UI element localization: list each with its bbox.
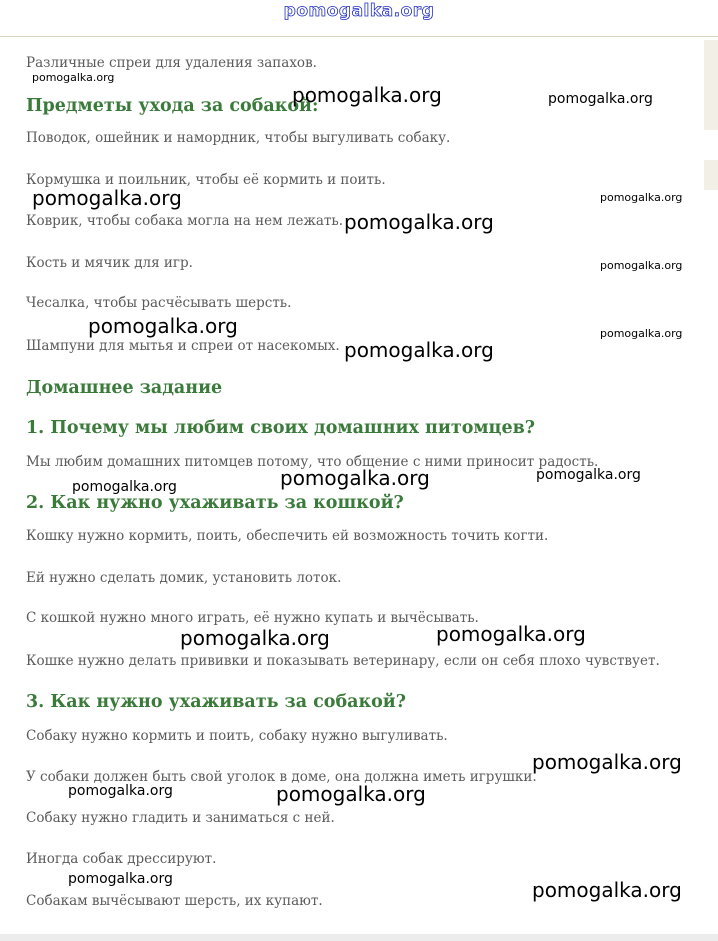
watermark: pomogalka.org <box>72 479 177 495</box>
answer-line: Собаку нужно гладить и заниматься с ней. <box>26 810 335 826</box>
answer-line: Кошке нужно делать прививки и показывать ветеринару, если он себя плохо чувствует. <box>26 653 660 669</box>
site-logo[interactable]: pomogalka.org <box>283 1 435 21</box>
answer-line: Ей нужно сделать домик, установить лоток. <box>26 570 342 586</box>
watermark: pomogalka.org <box>600 259 683 272</box>
sidebar-rail-top <box>704 40 718 130</box>
watermark: pomogalka.org <box>88 314 238 338</box>
watermark: pomogalka.org <box>436 622 586 646</box>
watermark: pomogalka.org <box>344 338 494 362</box>
question-1-title: 1. Почему мы любим своих домашних питомцев? <box>26 418 536 438</box>
homework-heading: Домашнее задание <box>26 378 223 398</box>
watermark: pomogalka.org <box>600 191 683 204</box>
watermark: pomogalka.org <box>180 626 330 650</box>
watermark: pomogalka.org <box>292 83 442 107</box>
answer-line: С кошкой нужно много играть, её нужно купать и вычёсывать. <box>26 610 479 626</box>
list-item: Шампуни для мытья и спреи от насекомых. <box>26 338 340 354</box>
watermark: pomogalka.org <box>32 186 182 210</box>
watermark: pomogalka.org <box>532 750 682 774</box>
sidebar-rail-bottom <box>704 160 718 190</box>
page-bottom-divider <box>0 934 718 941</box>
list-item: Кость и мячик для игр. <box>26 255 193 271</box>
question-3-title: 3. Как нужно ухаживать за собакой? <box>26 692 407 712</box>
list-item: Кормушка и поильник, чтобы её кормить и поить. <box>26 172 386 188</box>
watermark: pomogalka.org <box>32 71 115 84</box>
watermark: pomogalka.org <box>548 91 653 107</box>
answer-line: Собаку нужно кормить и поить, собаку нужно выгуливать. <box>26 728 448 744</box>
watermark: pomogalka.org <box>600 327 683 340</box>
watermark: pomogalka.org <box>532 878 682 902</box>
list-item: Чесалка, чтобы расчёсывать шерсть. <box>26 295 292 311</box>
answer-line: Собакам вычёсывают шерсть, их купают. <box>26 893 323 909</box>
answer-line: Мы любим домашних питомцев потому, что общение с ними приносит радость. <box>26 454 599 470</box>
watermark: pomogalka.org <box>68 871 173 887</box>
intro-line: Различные спреи для удаления запахов. <box>26 55 317 71</box>
list-item: Коврик, чтобы собака могла на нем лежать. <box>26 213 344 229</box>
site-header <box>0 0 718 37</box>
answer-line: У собаки должен быть свой уголок в доме, она должна иметь игрушки. <box>26 769 537 785</box>
list-item: Поводок, ошейник и намордник, чтобы выгуливать собаку. <box>26 130 451 146</box>
question-2-title: 2. Как нужно ухаживать за кошкой? <box>26 493 404 513</box>
watermark: pomogalka.org <box>68 783 173 799</box>
watermark: pomogalka.org <box>536 467 641 483</box>
dog-care-heading: Предметы ухода за собакой: <box>26 96 319 116</box>
answer-line: Иногда собак дрессируют. <box>26 851 217 867</box>
answer-line: Кошку нужно кормить, поить, обеспечить ей возможность точить когти. <box>26 528 549 544</box>
watermark: pomogalka.org <box>276 782 426 806</box>
watermark: pomogalka.org <box>344 210 494 234</box>
watermark: pomogalka.org <box>280 466 430 490</box>
